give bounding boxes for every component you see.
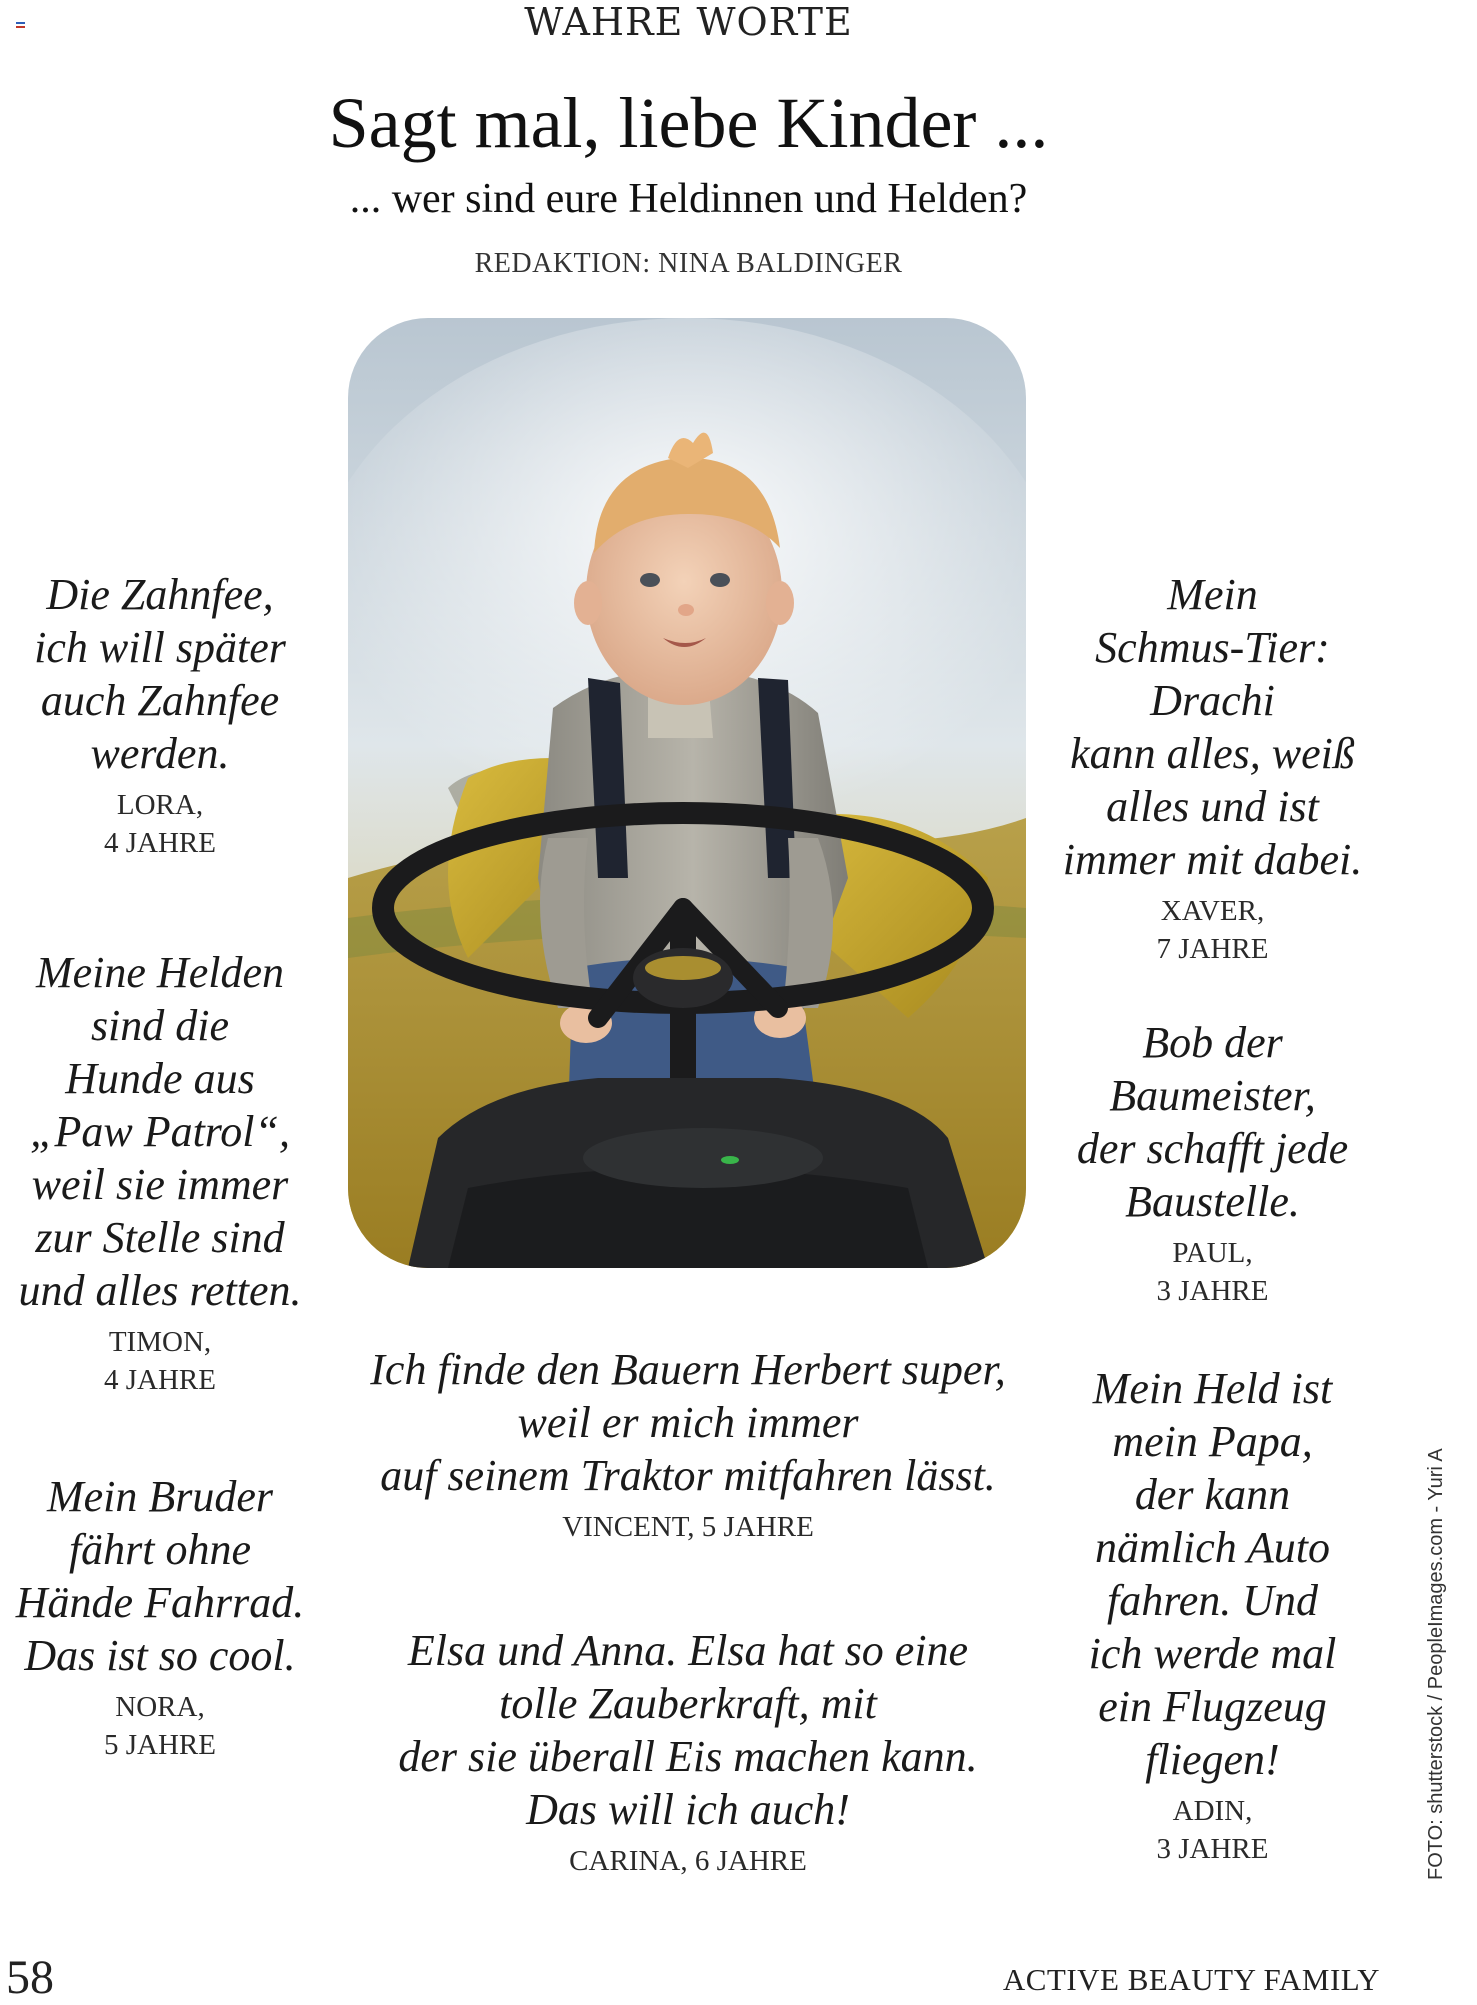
quote-timon	[0, 946, 320, 1399]
quote-author: LORA, 4 JAHRE	[104, 789, 216, 859]
quote-carina	[318, 1624, 1058, 1880]
quote-author: ADIN, 3 JAHRE	[1156, 1795, 1269, 1865]
quote-text: Mein Schmus-Tier: Drachi kann alles, weiß alles und ist immer mit dabei.	[1062, 570, 1363, 884]
magazine-name: ACTIVE BEAUTY FAMILY	[1002, 1962, 1380, 1997]
quote-text: Ich finde den Bauern Herbert super, weil er mich immer auf seinem Traktor mitfahren lässt.	[370, 1345, 1006, 1500]
quote-author: XAVER, 7 JAHRE	[1156, 895, 1269, 965]
quote-author: NORA, 5 JAHRE	[104, 1691, 216, 1761]
quote-author: VINCENT, 5 JAHRE	[562, 1511, 814, 1543]
quote-author: CARINA, 6 JAHRE	[569, 1845, 807, 1877]
byline: REDAKTION: NINA BALDINGER	[474, 248, 903, 279]
quote-adin	[1035, 1362, 1390, 1868]
photo-credit: FOTO: shutterstock / PeopleImages.com - Yuri A	[1425, 1448, 1447, 1880]
quote-text: Bob der Baumeister, der schafft jede Baustelle.	[1076, 1018, 1349, 1226]
quote-vincent	[318, 1343, 1058, 1546]
section-kicker: WAHRE WORTE	[524, 0, 853, 44]
quote-text: Mein Bruder fährt ohne Hände Fahrrad. Das ist so cool.	[15, 1472, 305, 1680]
quote-text: Die Zahnfee, ich will später auch Zahnfee werden.	[34, 570, 286, 778]
page-number: 58	[6, 1951, 54, 2004]
child-on-tractor-photo	[348, 318, 1026, 1268]
quote-text: Elsa und Anna. Elsa hat so eine tolle Zauberkraft, mit der sie überall Eis machen kann. Das will ich auch!	[398, 1626, 978, 1834]
quote-nora	[0, 1470, 320, 1764]
quote-author: TIMON, 4 JAHRE	[104, 1326, 216, 1396]
quote-text: Mein Held ist mein Papa, der kann nämlich Auto fahren. Und ich werde mal ein Flugzeug fliegen!	[1088, 1364, 1337, 1784]
quote-author: PAUL, 3 JAHRE	[1156, 1237, 1269, 1307]
quote-text: Meine Helden sind die Hunde aus „Paw Patrol“, weil sie immer zur Stelle sind und alles retten.	[18, 948, 302, 1315]
quote-xaver	[1035, 568, 1390, 968]
quote-lora	[0, 568, 320, 862]
page-title: Sagt mal, liebe Kinder ...	[328, 83, 1049, 163]
page-subtitle: ... wer sind eure Heldinnen und Helden?	[349, 176, 1028, 222]
quote-paul	[1035, 1016, 1390, 1310]
